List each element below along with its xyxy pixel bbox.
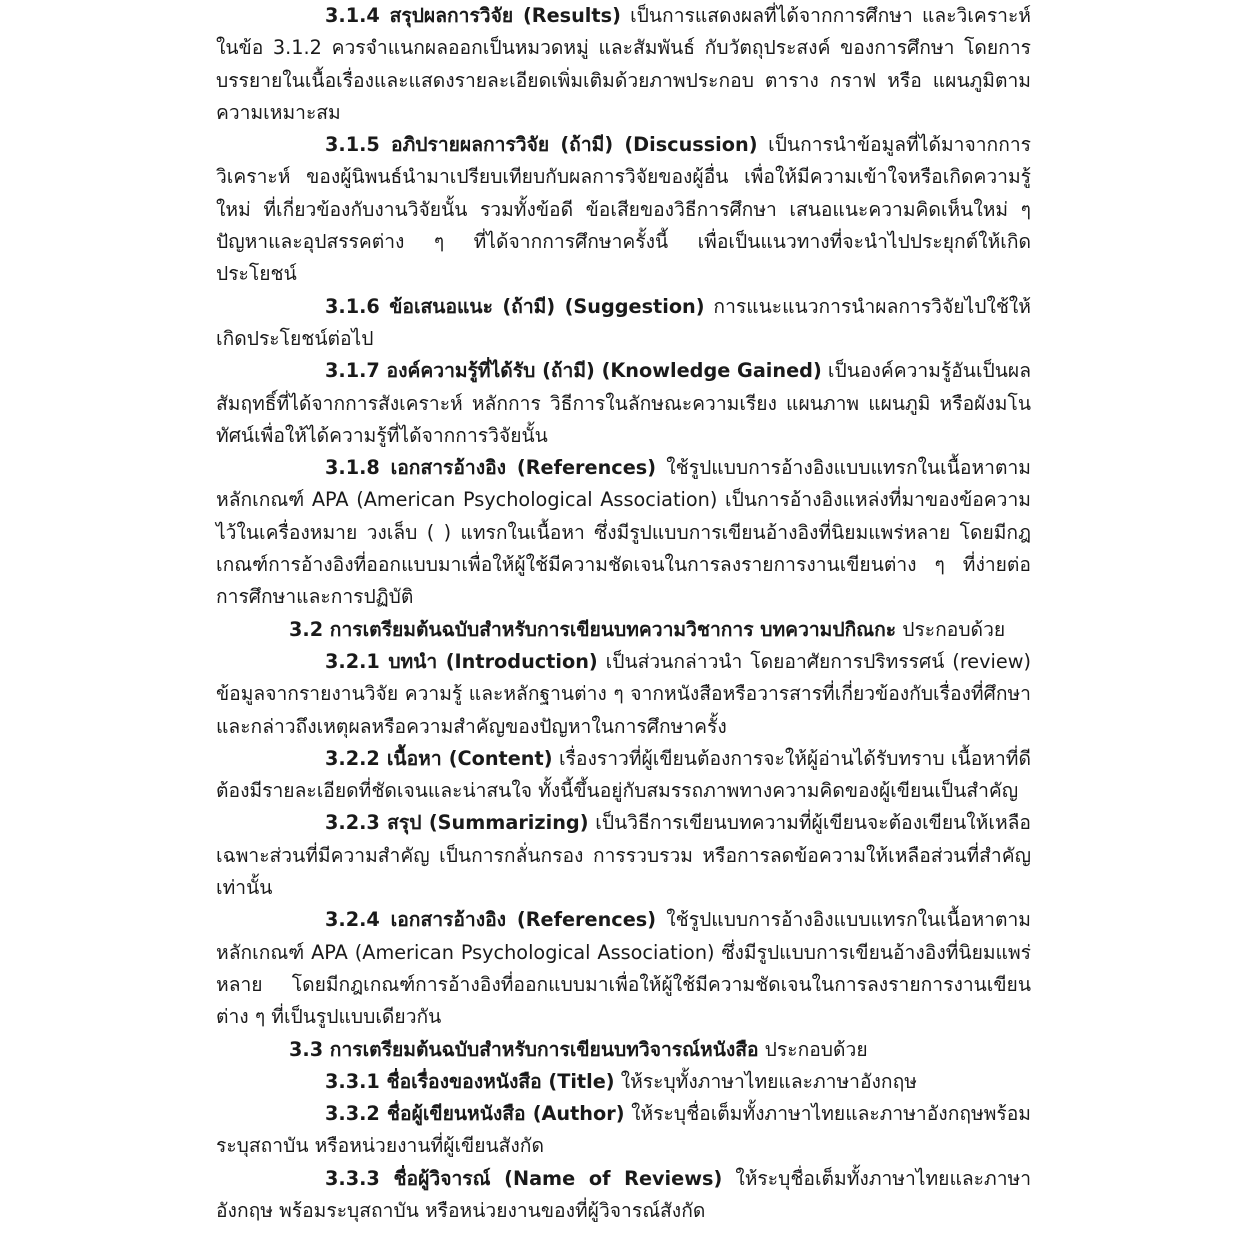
text-3-1-4: เป็นการแสดงผลที่ได้จากการศึกษา และวิเคราะห์ในข้อ 3.1.2 ควรจำแนกผลออกเป็นหมวดหมู่ และสัมพันธ์ กับวัตถุประสงค์ ของการศึกษา โดยการบรรยายในเนื้อเรื่องและแสดงรายละเอียดเพิ่มเติมด้วยภาพประกอบ ตาราง กราฟ หรือ แผนภูมิตามความเหมาะสม — [216, 4, 1031, 124]
heading-3-3-1: 3.3.1 ชื่อเรื่องของหนังสือ (Title) — [325, 1069, 615, 1093]
text-3-1-7: เป็นองค์ความรู้อันเป็นผลสัมฤทธิ์ที่ได้จากการสังเคราะห์ หลักการ วิธีการในลักษณะความเรียง แผนภาพ แผนภูมิ หรือผังมโนทัศน์เพื่อให้ได้ความรู้ที่ได้จากการวิจัยนั้น — [216, 359, 1031, 447]
paragraph-3-3-2 — [216, 1098, 1031, 1163]
heading-3-1-4: 3.1.4 สรุปผลการวิจัย (Results) — [325, 4, 621, 27]
heading-3-1-7: 3.1.7 องค์ความรู้ที่ได้รับ (ถ้ามี) (Knowledge Gained) — [325, 359, 822, 383]
heading-3-2: 3.2 การเตรียมต้นฉบับสำหรับการเขียนบทความวิชาการ บทความปกิณกะ — [289, 617, 897, 641]
text-3-1-5: เป็นการนำข้อมูลที่ได้มาจากการวิเคราะห์ ของผู้นิพนธ์นำมาเปรียบเทียบกับผลการวิจัยของผู้อื่น เพื่อให้มีความเข้าใจหรือเกิดความรู้ใหม่ ที่เกี่ยวข้องกับงานวิจัยนั้น รวมทั้งข้อดี ข้อเสียของวิธีการศึกษา เสนอแนะความคิดเห็นใหม่ ๆ ปัญหาและอุปสรรคต่าง ๆ ที่ได้จากการศึกษาครั้งนี้ เพื่อเป็นแนวทางที่จะนำไปประยุกต์ให้เกิดประโยชน์ — [216, 133, 1031, 286]
text-3-2-2: เรื่องราวที่ผู้เขียนต้องการจะให้ผู้อ่านได้รับทราบ เนื้อหาที่ดีต้องมีรายละเอียดที่ชัดเจนและน่าสนใจ ทั้งนี้ขึ้นอยู่กับสมรรถภาพทางความคิดของผู้เขียนเป็นสำคัญ — [216, 746, 1031, 803]
heading-3-1-5: 3.1.5 อภิปรายผลการวิจัย (ถ้ามี) (Discussion) — [325, 133, 758, 157]
paragraph-3-2-1 — [216, 646, 1031, 743]
document-body — [216, 0, 1031, 1227]
heading-3-3-3: 3.3.3 ชื่อผู้วิจารณ์ (Name of Reviews) — [325, 1166, 723, 1190]
paragraph-3-2-2 — [216, 743, 1031, 808]
paragraph-3-1-7 — [216, 355, 1031, 452]
heading-3-2-3: 3.2.3 สรุป (Summarizing) — [325, 811, 589, 835]
paragraph-3-1-5 — [216, 129, 1031, 290]
heading-3-3-2: 3.3.2 ชื่อผู้เขียนหนังสือ (Author) — [325, 1102, 625, 1126]
heading-3-2-2: 3.2.2 เนื้อหา (Content) — [325, 746, 553, 770]
text-3-3: ประกอบด้วย — [758, 1037, 868, 1061]
text-3-1-6: การแนะแนวการนำผลการวิจัยไปใช้ให้เกิดประโยชน์ต่อไป — [216, 294, 1031, 350]
text-3-3-3: ให้ระบุชื่อเต็มทั้งภาษาไทยและภาษาอังกฤษ พร้อมระบุสถาบัน หรือหน่วยงานของที่ผู้วิจารณ์สังกัด — [216, 1166, 1031, 1222]
text-3-2-1: เป็นส่วนกล่าวนำ โดยอาศัยการปริทรรศน์ (review) ข้อมูลจากรายงานวิจัย ความรู้ และหลักฐานต่าง ๆ จากหนังสือหรือวารสารที่เกี่ยวข้องกับเรื่องที่ศึกษา และกล่าวถึงเหตุผลหรือความสำคัญของปัญหาในการศึกษาครั้ง — [216, 649, 1031, 738]
text-3-2-3: เป็นวิธีการเขียนบทความที่ผู้เขียนจะต้องเขียนให้เหลือเฉพาะส่วนที่มีความสำคัญ เป็นการกลั่นกรอง การรวบรวม หรือการลดข้อความให้เหลือส่วนที่สำคัญเท่านั้น — [216, 811, 1031, 900]
paragraph-3-3-1 — [216, 1066, 1031, 1098]
paragraph-3-1-4 — [216, 0, 1031, 129]
heading-3-1-8: 3.1.8 เอกสารอ้างอิง (References) — [325, 456, 657, 480]
heading-3-3: 3.3 การเตรียมต้นฉบับสำหรับการเขียนบทวิจารณ์หนังสือ — [289, 1037, 759, 1061]
paragraph-3-1-6 — [216, 291, 1031, 356]
paragraph-3-2-4 — [216, 904, 1031, 1033]
paragraph-3-1-8 — [216, 452, 1031, 613]
text-3-3-1: ให้ระบุทั้งภาษาไทยและภาษาอังกฤษ — [614, 1069, 917, 1093]
text-3-3-2: ให้ระบุชื่อเต็มทั้งภาษาไทยและภาษาอังกฤษพร้อมระบุสถาบัน หรือหน่วยงานที่ผู้เขียนสังกัด — [216, 1102, 1031, 1158]
heading-3-2-4: 3.2.4 เอกสารอ้างอิง (References) — [325, 908, 657, 932]
heading-3-2-1: 3.2.1 บทนำ (Introduction) — [325, 649, 598, 673]
text-3-2: ประกอบด้วย — [896, 617, 1006, 641]
heading-3-1-6: 3.1.6 ข้อเสนอแนะ (ถ้ามี) (Suggestion) — [325, 294, 705, 318]
text-3-1-8: ใช้รูปแบบการอ้างอิงแบบแทรกในเนื้อหาตามหลักเกณฑ์ APA (American Psychological Association) เป็นการอ้างอิงแหล่งที่มาของข้อความไว้ในเครื่องหมาย วงเล็บ ( ) แทรกในเนื้อหา ซึ่งมีรูปแบบการเขียนอ้างอิงที่นิยมแพร่หลาย โดยมีกฎเกณฑ์การอ้างอิงที่ออกแบบมาเพื่อให้ผู้ใช้มีความชัดเจนในการลงรายการงานเขียนต่าง ๆ ที่ง่ายต่อการศึกษาและการปฏิบัติ — [216, 456, 1031, 609]
paragraph-3-3-3 — [216, 1163, 1031, 1228]
section-3-2 — [216, 614, 1031, 646]
section-3-3 — [216, 1034, 1031, 1066]
paragraph-3-2-3 — [216, 807, 1031, 904]
text-3-2-4: ใช้รูปแบบการอ้างอิงแบบแทรกในเนื้อหาตามหลักเกณฑ์ APA (American Psychological Association) ซึ่งมีรูปแบบการเขียนอ้างอิงที่นิยมแพร่หลาย โดยมีกฎเกณฑ์การอ้างอิงที่ออกแบบมาเพื่อให้ผู้ใช้มีความชัดเจนในการลงรายการงานเขียนต่าง ๆ ที่เป็นรูปแบบเดียวกัน — [216, 908, 1031, 1029]
